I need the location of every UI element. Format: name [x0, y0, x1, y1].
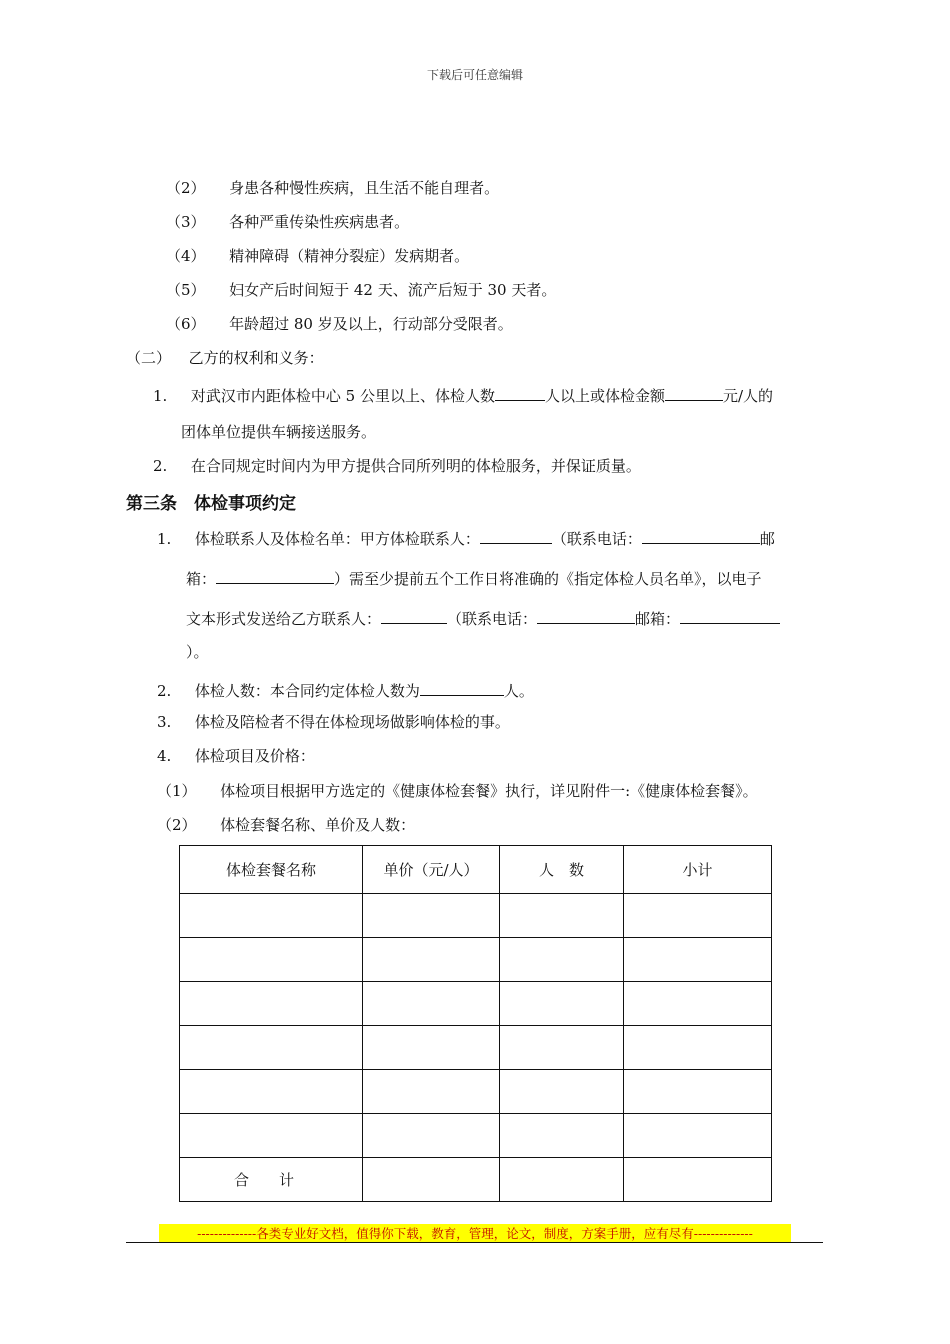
- article-3-item-1-line4: ）。: [186, 643, 209, 661]
- item-text: 体检及陪检者不得在体检现场做影响体检的事。: [194, 713, 510, 731]
- item-text: 元/人的: [722, 387, 774, 405]
- item-text: 对武汉市内距体检中心 5 公里以上、体检人数: [190, 387, 495, 405]
- table-cell[interactable]: [180, 938, 363, 982]
- item-text: 箱：: [186, 570, 217, 588]
- condition-number: （3）: [166, 213, 206, 231]
- subitem-number: （2）: [157, 816, 197, 834]
- subitem-text: 体检项目根据甲方选定的《健康体检套餐》执行，详见附件一:《健康体检套餐》。: [220, 782, 758, 800]
- table-cell[interactable]: [363, 1158, 500, 1202]
- condition-item: [166, 280, 556, 300]
- item-text: （联系电话：: [447, 610, 538, 628]
- header-subtotal: 小计: [624, 846, 772, 894]
- condition-number: （6）: [166, 315, 206, 333]
- table-cell[interactable]: [624, 894, 772, 938]
- article-3-item-2: [157, 678, 534, 701]
- condition-number: （5）: [166, 281, 206, 299]
- table-cell[interactable]: [180, 982, 363, 1026]
- item-text: 在合同规定时间内为甲方提供合同所列明的体检服务，并保证质量。: [190, 457, 641, 475]
- condition-text: 精神障碍（精神分裂症）发病期者。: [229, 247, 470, 265]
- item-text: ）需至少提前五个工作日将准确的《指定体检人员名单》，以电子: [334, 570, 762, 588]
- blank-field[interactable]: [665, 383, 723, 401]
- item-text: 体检人数：本合同约定体检人数为: [194, 682, 420, 700]
- item-number: 4.: [157, 747, 172, 765]
- party-b-heading: [126, 348, 324, 368]
- table-cell[interactable]: [363, 938, 500, 982]
- condition-item: [166, 314, 513, 334]
- article-3-item-1: [157, 526, 775, 549]
- table-row: [180, 1070, 772, 1114]
- footer-banner: --------------各类专业好文档，值得你下载，教育，管理，论文，制度，方案手册，应有尽有--------------: [159, 1224, 791, 1243]
- table-cell[interactable]: [500, 982, 624, 1026]
- table-cell[interactable]: [180, 894, 363, 938]
- table-cell[interactable]: [624, 1158, 772, 1202]
- table-cell[interactable]: [500, 1158, 624, 1202]
- item-text: 人。: [503, 682, 534, 700]
- table-cell[interactable]: [500, 938, 624, 982]
- header-headcount: 人 数: [500, 846, 624, 894]
- table-cell[interactable]: [500, 1026, 624, 1070]
- condition-item: [166, 246, 469, 266]
- table-cell[interactable]: [363, 1114, 500, 1158]
- table-header-row: [180, 846, 772, 894]
- table-cell[interactable]: [180, 1114, 363, 1158]
- section-title: 乙方的权利和义务：: [188, 349, 324, 367]
- table-cell[interactable]: [180, 1070, 363, 1114]
- article-3-item-1-line3: [186, 606, 780, 629]
- table-cell[interactable]: [624, 1070, 772, 1114]
- header-package-name: 体检套餐名称: [180, 846, 363, 894]
- blank-field[interactable]: [495, 383, 545, 401]
- table-row: [180, 1114, 772, 1158]
- item-text: 人以上或体检金额: [544, 387, 665, 405]
- party-b-item-1: [153, 383, 773, 406]
- header-unit-price: 单价（元/人）: [363, 846, 500, 894]
- item-number: 2.: [153, 457, 168, 475]
- article-3-item-3: [157, 712, 510, 732]
- footer-divider: [126, 1242, 823, 1243]
- item-text: 体检项目及价格：: [194, 747, 315, 765]
- article-3-item-1-line2: [186, 566, 762, 589]
- item-number: 3.: [157, 713, 172, 731]
- contact-name-field[interactable]: [381, 606, 447, 624]
- table-row: [180, 894, 772, 938]
- headcount-field[interactable]: [420, 678, 504, 696]
- condition-number: （4）: [166, 247, 206, 265]
- article-3-subitem-2: [157, 815, 415, 835]
- condition-item: [166, 178, 499, 198]
- section-number: （二）: [126, 349, 172, 367]
- phone-field[interactable]: [537, 606, 635, 624]
- table-cell[interactable]: [624, 938, 772, 982]
- table-cell[interactable]: [624, 1026, 772, 1070]
- party-b-item-2: [153, 456, 641, 476]
- table-cell[interactable]: [363, 982, 500, 1026]
- condition-number: （2）: [166, 179, 206, 197]
- article-3-item-4: [157, 746, 315, 766]
- table-row: [180, 1026, 772, 1070]
- total-label: 合 计: [180, 1158, 363, 1202]
- item-text: （联系电话：: [551, 530, 642, 548]
- condition-text: 各种严重传染性疾病患者。: [229, 213, 410, 231]
- article-3-subitem-1: [157, 781, 758, 801]
- contact-name-field[interactable]: [480, 526, 552, 544]
- table-cell[interactable]: [500, 894, 624, 938]
- table-total-row: [180, 1158, 772, 1202]
- item-number: 1.: [157, 530, 172, 548]
- table-cell[interactable]: [363, 1070, 500, 1114]
- condition-item: [166, 212, 409, 232]
- item-text: 体检联系人及体检名单：甲方体检联系人：: [194, 530, 480, 548]
- item-text: 邮箱：: [635, 610, 681, 628]
- condition-text: 年龄超过 80 岁及以上，行动部分受限者。: [229, 315, 513, 333]
- table-cell[interactable]: [624, 982, 772, 1026]
- item-text: 文本形式发送给乙方联系人：: [186, 610, 382, 628]
- subitem-text: 体检套餐名称、单价及人数：: [220, 816, 416, 834]
- condition-text: 身患各种慢性疾病，且生活不能自理者。: [229, 179, 500, 197]
- item-text: 邮: [759, 530, 775, 548]
- subitem-number: （1）: [157, 782, 197, 800]
- table-cell[interactable]: [363, 1026, 500, 1070]
- item-number: 1.: [153, 387, 168, 405]
- party-b-item-1-cont: 团体单位提供车辆接送服务。: [181, 423, 377, 441]
- table-cell[interactable]: [500, 1070, 624, 1114]
- table-cell[interactable]: [363, 894, 500, 938]
- table-cell[interactable]: [180, 1026, 363, 1070]
- article-3-title: 第三条 体检事项约定: [126, 494, 296, 514]
- table-cell[interactable]: [500, 1114, 624, 1158]
- table-row: [180, 938, 772, 982]
- item-number: 2.: [157, 682, 172, 700]
- email-field[interactable]: [216, 566, 334, 584]
- header-note: 下载后可任意编辑: [426, 68, 523, 82]
- package-table: [179, 845, 772, 1202]
- phone-field[interactable]: [642, 526, 760, 544]
- table-row: [180, 982, 772, 1026]
- email-field[interactable]: [680, 606, 780, 624]
- table-cell[interactable]: [624, 1114, 772, 1158]
- condition-text: 妇女产后时间短于 42 天、流产后短于 30 天者。: [229, 281, 557, 299]
